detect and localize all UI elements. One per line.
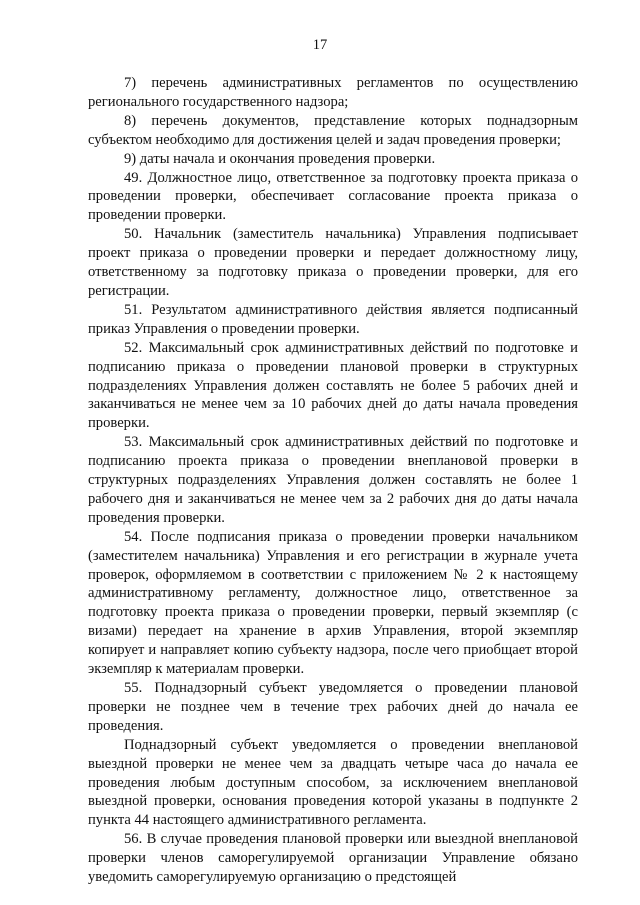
document-body [88,74,578,887]
list-item-8: 8) перечень документов, представление которых поднадзорным субъектом необходимо для достижения целей и задач проведения проверки; [88,112,578,148]
paragraph-54: 54. После подписания приказа о проведении проверки начальником (заместителем начальника) Управления и его регистрации в журнале учета проверок, оформляемом в соответствии с приложением № 2 к настоящему административному регламенту, должностное лицо, ответственное за подготовку проекта приказа о проведении проверки, первый экземпляр (с визами) передает на хранение в архив Управления, второй экземпляр копирует и направляет копию субъекту надзора, после чего приобщает второй экземпляр к материалам проверки. [88,528,578,678]
list-item-9: 9) даты начала и окончания проведения проверки. [124,150,436,167]
paragraph-51: 51. Результатом административного действия является подписанный приказ Управления о проведении проверки. [88,301,578,337]
page-number: 17 [312,37,328,53]
paragraph-53: 53. Максимальный срок административных действий по подготовке и подписанию проекта приказа о проведении внеплановой проверки в структурных подразделениях Управления должен составлять не более 1 рабочего дня и заканчиваться не менее чем за 2 рабочих дня до даты начала проведения проверки. [88,434,578,526]
paragraph-55-continuation: Поднадзорный субъект уведомляется о проведении внеплановой выездной проверки не менее чем за двадцать четыре часа до начала ее проведения любым доступным способом, за исключением внеплановой выездной проверки, основания проведения которой указаны в подпункте 2 пункта 44 настоящего административного регламента. [88,736,578,829]
paragraph-49: 49. Должностное лицо, ответственное за подготовку проекта приказа о проведении проверки, обеспечивает согласование проекта приказа о проведении проверки. [88,169,578,224]
list-item-7: 7) перечень административных регламентов по осуществлению регионального государственного надзора; [88,75,578,110]
paragraph-50: 50. Начальник (заместитель начальника) Управления подписывает проект приказа о проведении проверки и передает должностному лицу, ответственному за подготовку приказа о проведении проверки, для его регистрации. [88,226,578,299]
paragraph-52: 52. Максимальный срок административных действий по подготовке и подписанию приказа о проведении плановой проверки в структурных подразделениях Управления должен составлять не более 5 рабочих дней и заканчиваться не менее чем за 10 рабочих дней до даты начала проведения проверки. [88,339,578,432]
paragraph-56: 56. В случае проведения плановой проверки или выездной внеплановой проверки членов саморегулируемой организации Управление обязано уведомить саморегулируемую организацию о предстоящей [88,831,578,886]
paragraph-55: 55. Поднадзорный субъект уведомляется о проведении плановой проверки не позднее чем в течение трех рабочих дней до начала ее проведения. [88,680,578,734]
